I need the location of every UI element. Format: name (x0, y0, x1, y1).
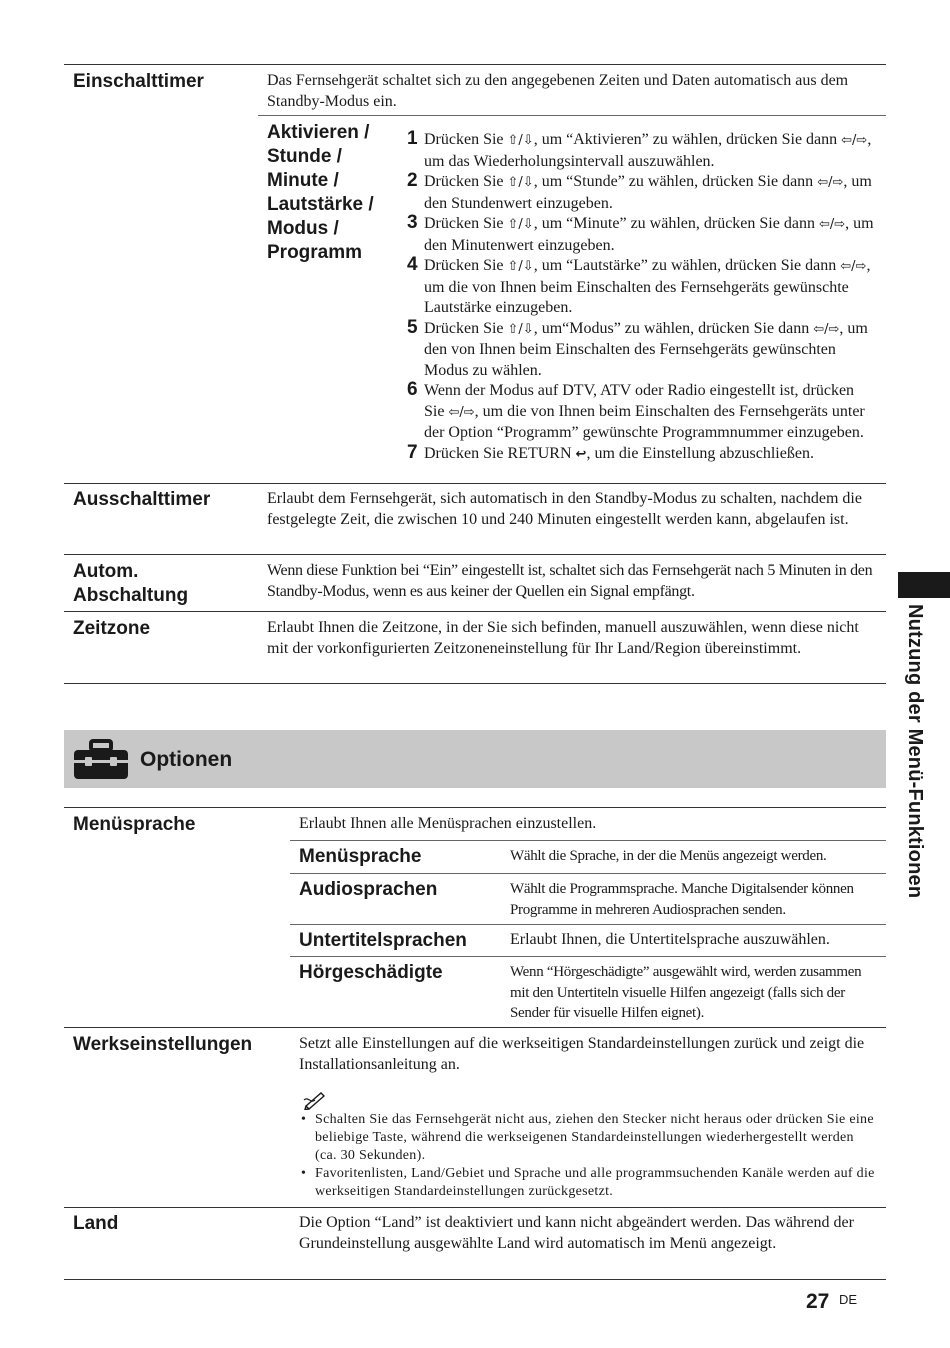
left-right-arrow-icon: ⇦/⇨ (813, 321, 840, 337)
note-pencil-icon (302, 1090, 328, 1110)
autom-abschaltung-desc: Wenn diese Funktion bei “Ein” eingestellt ist, schaltet sich das Fernsehgerät nach 5 Minuten in den Standby-Modus, wenn es aus keiner der Quellen ein Signal empfängt. (267, 562, 873, 600)
term-line: Autom. (73, 561, 139, 582)
sub-rule (258, 115, 886, 116)
up-down-arrow-icon: ⇧/⇩ (507, 321, 534, 337)
autom-abschaltung-term (73, 560, 188, 608)
einschalttimer-term: Einschalttimer (73, 71, 204, 92)
step-number: 5 (407, 316, 418, 338)
return-icon: ↩ (575, 446, 587, 462)
note-item: • Schalten Sie das Fernsehgerät nicht aus, ziehen den Stecker nicht heraus oder drücken Sie eine beliebige Taste, während die werkseigenen Standardeinstellungen wiederhergestellt werden (ca. 30 Sekunden). (299, 1111, 879, 1165)
zeitzone-term: Zeitzone (73, 618, 151, 639)
sub-menusprache-term: Menüsprache (299, 846, 422, 867)
step-number: 6 (407, 379, 418, 400)
step-2: 2 Drücken Sie ⇧/⇩, um “Stunde” zu wählen, drücken Sie dann ⇦/⇨, um den Stundenwert einzugeben. (407, 170, 872, 212)
side-tab-label: Nutzung der Menü-Funktionen (904, 604, 926, 899)
note-list (299, 1111, 879, 1201)
ausschalttimer-term: Ausschalttimer (73, 489, 211, 510)
step-7: 7 Drücken Sie RETURN ↩, um die Einstellung abzuschließen. (407, 441, 814, 463)
row-rule (64, 554, 886, 555)
page-language: DE (839, 1292, 858, 1307)
untertitelsprachen-term: Untertitelsprachen (299, 930, 467, 951)
up-down-arrow-icon: ⇧/⇩ (507, 175, 534, 190)
ausschalttimer-desc: Erlaubt dem Fernsehgerät, sich automatisch in den Standby-Modus zu schalten, nachdem die festgelegte Zeit, die zwischen 10 und 240 Minuten eingestellt werden kann, abgelaufen ist. (267, 490, 862, 528)
einschalttimer-desc: Das Fernsehgerät schaltet sich zu den angegebenen Zeiten und Daten automatisch aus dem Standby-Modus ein. (267, 72, 849, 110)
step-number: 4 (407, 254, 418, 275)
note-item: • Favoritenlisten, Land/Gebiet und Sprache und alle programmsuchenden Kanäle werden auf die werkseitigen Standardeinstellungen zurückgesetzt. (299, 1165, 879, 1201)
step-4: 4 Drücken Sie ⇧/⇩, um “Lautstärke” zu wählen, drücken Sie dann ⇦/⇨, um die von Ihnen beim Einschalten des Fernsehgeräts gewünschte Lautstärke einzugeben. (407, 254, 871, 316)
left-right-arrow-icon: ⇦/⇨ (448, 404, 475, 420)
up-down-arrow-icon: ⇧/⇩ (507, 133, 534, 148)
sub-menusprache-desc: Wählt die Sprache, in der die Menüs angezeigt werden. (510, 848, 827, 864)
land-desc: Die Option “Land” ist deaktiviert und kann nicht abgeändert werden. Das während der Grundeinstellung ausgewählte Land wird automatisch im Menü angezeigt. (299, 1214, 854, 1252)
step-3: 3 Drücken Sie ⇧/⇩, um “Minute” zu wählen, drücken Sie dann ⇦/⇨, um den Minutenwert einzugeben. (407, 212, 874, 254)
row-rule (64, 807, 886, 808)
audiosprachen-desc: Wählt die Programmsprache. Manche Digitalsender können Programme in mehreren Audiosprachen senden. (510, 881, 854, 918)
step-number: 7 (407, 441, 418, 463)
untertitelsprachen-desc: Erlaubt Ihnen, die Untertitelsprache auszuwählen. (510, 931, 830, 948)
row-rule (64, 611, 886, 612)
horgeschadigte-term: Hörgeschädigte (299, 962, 443, 983)
step-1: 1 Drücken Sie ⇧/⇩, um “Aktivieren” zu wählen, drücken Sie dann ⇦/⇨, um das Wiederholungsintervall auszuwählen. (407, 128, 872, 170)
step-number: 1 (407, 128, 418, 149)
step-number: 3 (407, 212, 418, 233)
left-right-arrow-icon: ⇦/⇨ (818, 217, 846, 232)
menusprache-desc: Erlaubt Ihnen alle Menüsprachen einzustellen. (299, 815, 597, 832)
horgeschadigte-desc: Wenn “Hörgeschädigte” ausgewählt wird, werden zusammen mit den Untertiteln visuelle Hilfen angezeigt (falls sich der Sender für visuelle Hilfen eignet). (510, 964, 862, 1021)
section-title: Optionen (140, 748, 233, 771)
werkseinstellungen-term: Werkseinstellungen (73, 1034, 253, 1055)
left-right-arrow-icon: ⇦/⇨ (817, 175, 844, 190)
term-line: Abschaltung (73, 585, 189, 606)
sub-rule (290, 873, 886, 874)
sub-rule (290, 924, 886, 925)
step-6: 6 Wenn der Modus auf DTV, ATV oder Radio eingestellt ist, drücken Sie ⇦/⇨, um die von Ihnen beim Einschalten des Fernsehgeräts unter der Option “Programm” gewünschte Programmnummer einzugeben. (407, 379, 865, 441)
werkseinstellungen-desc: Setzt alle Einstellungen auf die werkseitigen Standardeinstellungen zurück und zeigt die Installationsanleitung an. (299, 1035, 865, 1073)
land-term: Land (73, 1213, 119, 1234)
top-rule (64, 64, 886, 65)
left-right-arrow-icon: ⇦/⇨ (840, 259, 867, 274)
audiosprachen-term: Audiosprachen (299, 879, 438, 900)
aktivieren-term: Aktivieren / Stunde / Minute / Lautstärke / Modus / Programm (267, 122, 374, 263)
row-rule (64, 1207, 886, 1208)
up-down-arrow-icon: ⇧/⇩ (507, 217, 534, 232)
row-rule (64, 683, 886, 684)
sub-rule (290, 956, 886, 957)
toolbox-icon (72, 739, 130, 781)
left-right-arrow-icon: ⇦/⇨ (841, 133, 868, 148)
step-list (407, 130, 877, 465)
zeitzone-desc: Erlaubt Ihnen die Zeitzone, in der Sie sich befinden, manuell auszuwählen, wenn diese nicht mit der vorkonfigurierten Zeitzoneneinstellung für Ihr Land/Region übereinstimmt. (267, 619, 859, 657)
sub-rule (290, 840, 886, 841)
menusprache-term: Menüsprache (73, 814, 196, 835)
row-rule (64, 1027, 886, 1028)
row-rule (64, 483, 886, 484)
up-down-arrow-icon: ⇧/⇩ (507, 259, 534, 274)
bottom-rule (64, 1279, 886, 1280)
side-tab-marker (898, 572, 950, 598)
step-number: 2 (407, 170, 418, 191)
page-number: 27 (806, 1290, 830, 1313)
step-5: 5 Drücken Sie ⇧/⇩, um“Modus” zu wählen, drücken Sie dann ⇦/⇨, um den von Ihnen beim Einschalten des Fernsehgeräts gewünschten Modus zu wählen. (407, 316, 868, 379)
